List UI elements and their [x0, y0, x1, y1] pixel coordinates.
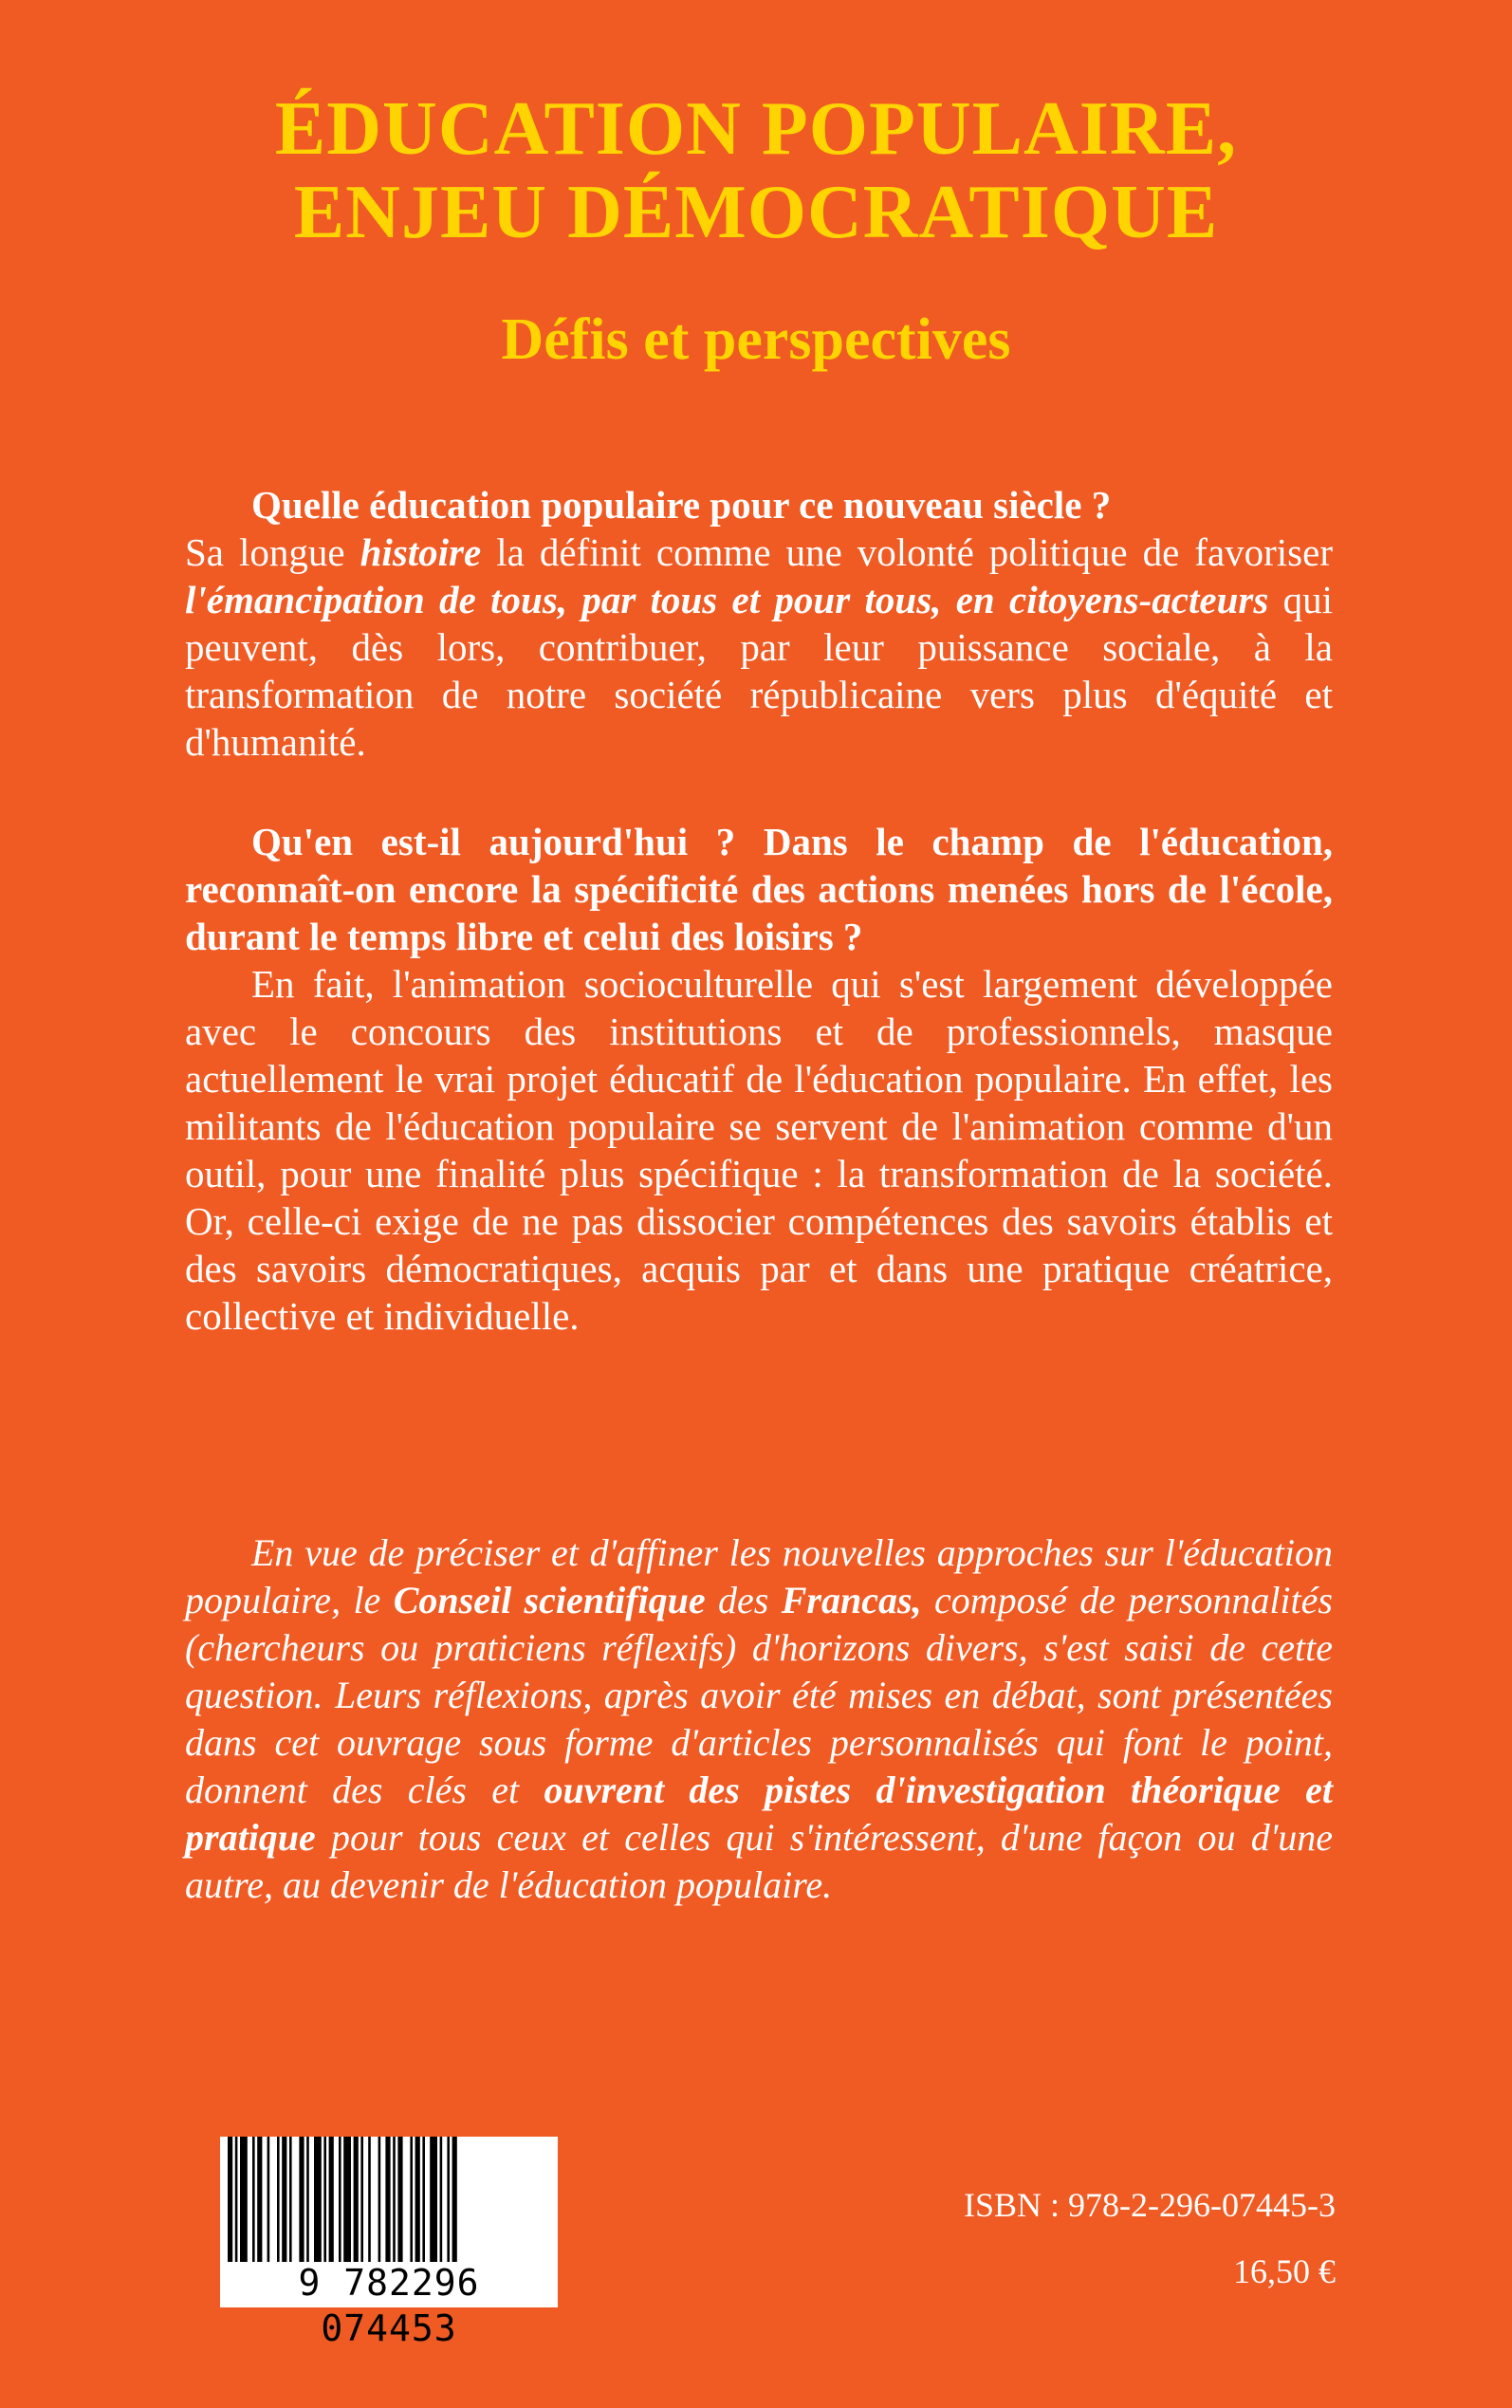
section-2-paragraph: En fait, l'animation socioculturelle qui s'est largement développée avec le concours des institutions et de professionnels, masque actuellement le vrai projet éducatif de l'éducation populaire. En effet, les militants de l'éducation populaire se servent de l'animation comme d'un outil, pour une finalité plus spécifique : la transformation de la société. Or, celle-ci exige de ne pas dissocier compétences des savoirs établis et des savoirs démocratiques, acquis par et dans une pratique créatrice, collective et individuelle.	[185, 962, 1333, 1338]
emphasis-francas: Francas,	[781, 1579, 922, 1621]
barcode-bars	[220, 2137, 558, 2262]
section-1-question: Quelle éducation populaire pour ce nouveau siècle ?	[251, 483, 1112, 527]
isbn: ISBN : 978-2-296-07445-3	[964, 2186, 1336, 2224]
emphasis-pistes: ouvrent des pistes d'investigation théorique et pratique	[185, 1769, 1333, 1859]
section-1-paragraph: Sa longue histoire la définit comme une volonté politique de favoriser l'émancipation de tous, par tous et pour tous, en citoyens-acteurs qui peuvent, dès lors, contribuer, par leur puissance sociale, à la transformation de notre société républicaine vers plus d'équité et d'humanité.	[185, 530, 1333, 764]
subtitle: Défis et perspectives	[501, 307, 1011, 372]
barcode-digits: 9 782296 074453	[298, 2262, 480, 2349]
emphasis-emancipation: l'émancipation de tous, par tous et pour tous, en citoyens-acteurs	[185, 578, 1269, 621]
section-3-paragraph: En vue de préciser et d'affiner les nouvelles approches sur l'éducation populaire, le Conseil scientifique des Francas, composé de personnalités (chercheurs ou praticiens réflexifs) d'horizons divers, s'est saisi de cette question. Leurs réflexions, après avoir été mises en débat, sont présentées dans cet ouvrage sous forme d'articles personnalisés qui font le point, donnent des clés et ouvrent des pistes d'investigation théorique et pratique pour tous ceux et celles qui s'intéressent, d'une façon ou d'une autre, au devenir de l'éducation populaire.	[185, 1531, 1333, 1906]
section-2	[185, 818, 1333, 1340]
price: 16,50 €	[1233, 2252, 1336, 2290]
barcode	[220, 2137, 558, 2349]
title-line-1: ÉDUCATION POPULAIRE,	[274, 87, 1238, 171]
section-1	[185, 481, 1333, 766]
section-3	[185, 1529, 1333, 1909]
title-line-2: ENJEU DÉMOCRATIQUE	[293, 171, 1219, 254]
section-2-question: Qu'en est-il aujourd'hui ? Dans le champ de l'éducation, reconnaît-on encore la spécificité des actions menées hors de l'école, durant le temps libre et celui des loisirs ?	[185, 820, 1333, 958]
emphasis-histoire: histoire	[360, 530, 482, 574]
emphasis-conseil: Conseil scientifique	[393, 1579, 706, 1621]
